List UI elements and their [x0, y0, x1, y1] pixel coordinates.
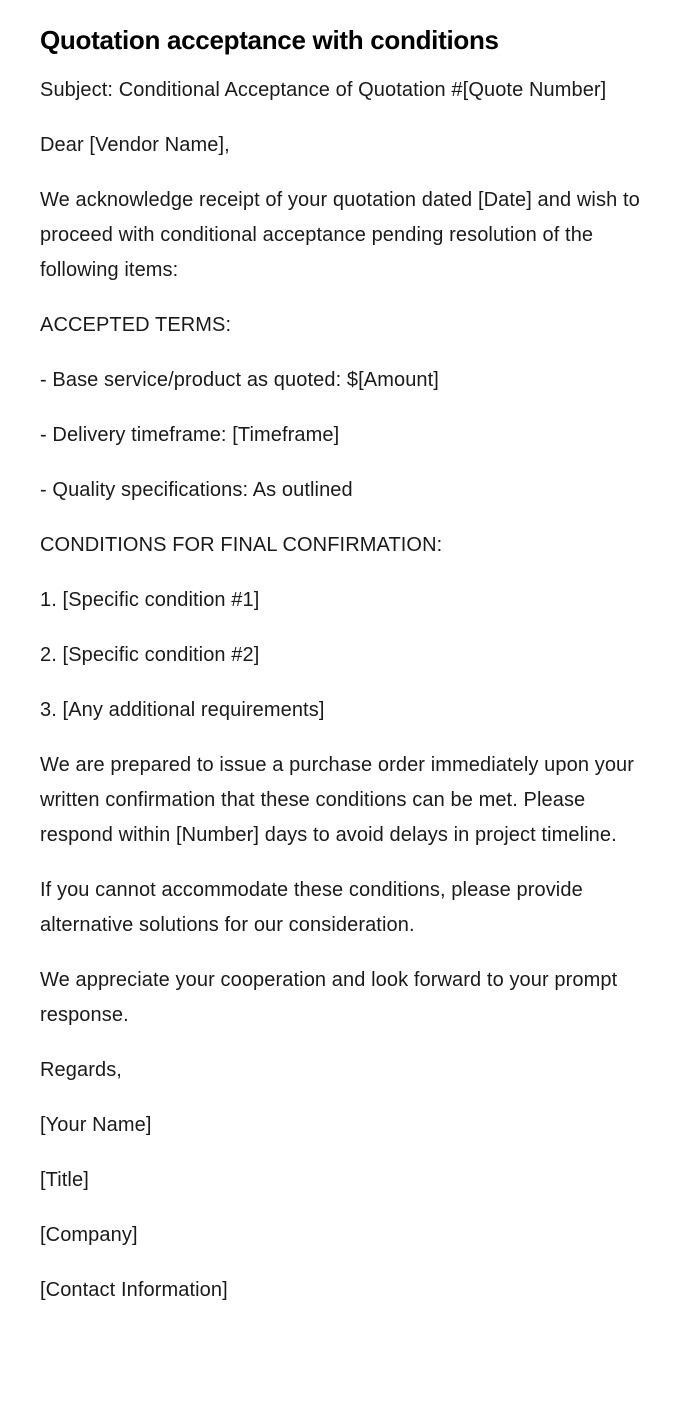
- closing: Regards,: [40, 1059, 122, 1081]
- accepted-term-item: - Base service/product as quoted: $[Amount]: [40, 369, 439, 391]
- conditions-heading: CONDITIONS FOR FINAL CONFIRMATION:: [40, 534, 443, 556]
- condition-item: 3. [Any additional requirements]: [40, 699, 325, 721]
- signature-title: [Title]: [40, 1169, 89, 1191]
- accepted-terms-heading: ACCEPTED TERMS:: [40, 314, 232, 336]
- accepted-term-item: - Delivery timeframe: [Timeframe]: [40, 424, 340, 446]
- salutation: Dear [Vendor Name],: [40, 134, 230, 156]
- signature-company: [Company]: [40, 1224, 138, 1246]
- alternative-solutions-paragraph: If you cannot accommodate these conditions, please provide alternative solutions for our consideration.: [40, 879, 583, 936]
- condition-item: 1. [Specific condition #1]: [40, 589, 260, 611]
- accepted-term-item: - Quality specifications: As outlined: [40, 479, 353, 501]
- document-title: Quotation acceptance with conditions: [40, 25, 499, 55]
- subject-line: Subject: Conditional Acceptance of Quotation #[Quote Number]: [40, 79, 607, 101]
- signature-contact: [Contact Information]: [40, 1279, 228, 1301]
- intro-paragraph: We acknowledge receipt of your quotation dated [Date] and wish to proceed with conditional acceptance pending resolution of the following items:: [40, 189, 640, 281]
- signature-name: [Your Name]: [40, 1114, 152, 1136]
- purchase-order-paragraph: We are prepared to issue a purchase order immediately upon your written confirmation that these conditions can be met. Please respond within [Number] days to avoid delays in project timeline.: [40, 754, 635, 846]
- appreciation-paragraph: We appreciate your cooperation and look forward to your prompt response.: [40, 969, 618, 1026]
- condition-item: 2. [Specific condition #2]: [40, 644, 260, 666]
